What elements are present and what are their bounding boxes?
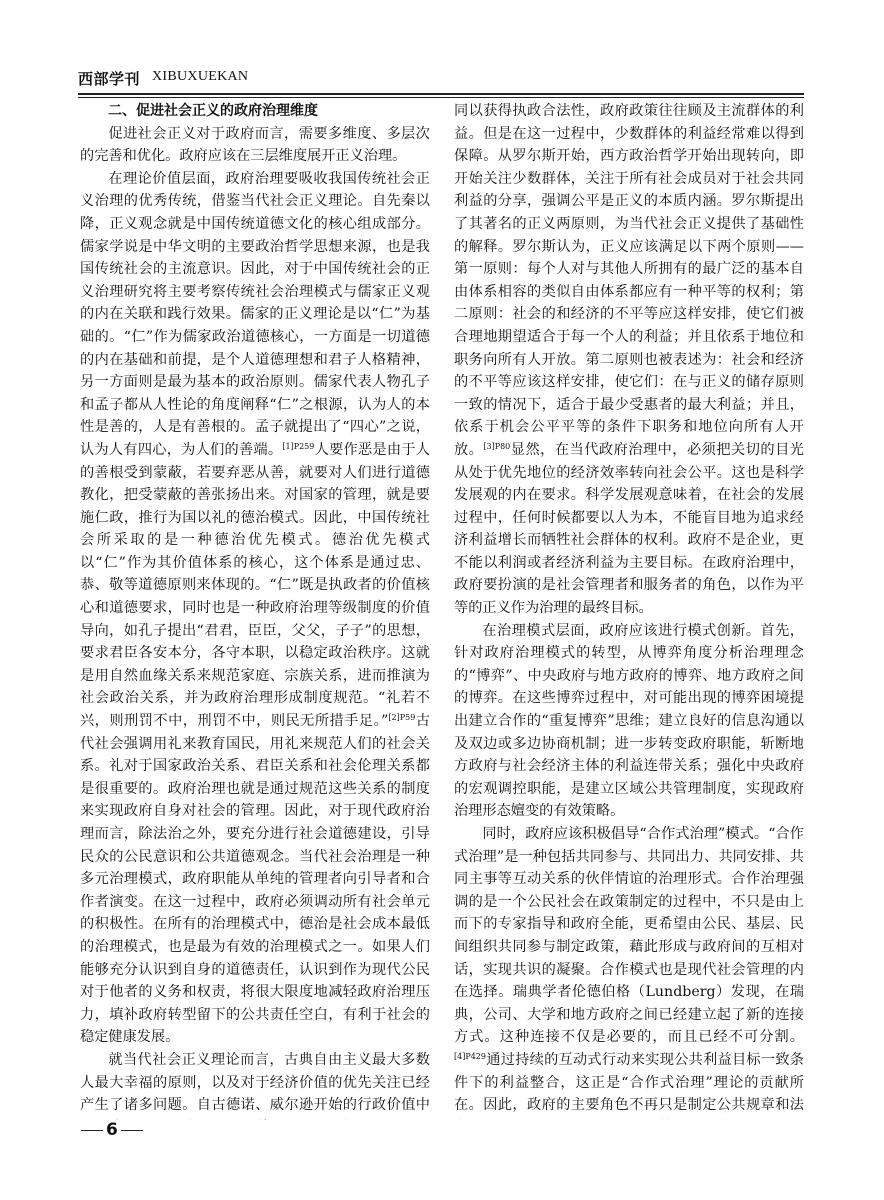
- paragraph-text: 人要作恶是由于人的善根受到蒙蔽，若要弃恶从善，就要对人们进行道德教化，把受蒙蔽的善张扬出来。对国家的管理，就是要施仁政，推行为国以礼的德治模式。因此，中国传统社会所采取的是一种德治优先模式。德治优先模式以“仁”作为其价值体系的核心，这个体系是通过忠、恭、敬等道德原则来体现的。“仁”既是执政者的价值核心和道德要求，同时也是一种政府治理等级制度的价值导向，如孔子提出“君君，臣臣，父父，子子”的思想，要求君臣各安本分，各守本职，以稳定政治秩序。这就是用自然血缘关系来规范家庭、宗族关系，进而推演为社会政治关系，并为政府治理形成制度规范。“礼若不兴，则刑罚不中，刑罚不中，则民无所措手足。”: [80, 441, 430, 730]
- paragraph: [80, 1049, 430, 1120]
- journal-pinyin: XIBUXUEKAN: [152, 69, 249, 84]
- paragraph-text: 同时，政府应该积极倡导“合作式治理”模式。“合作式治理”是一种包括共同参与、共同出力、共同安排、共同主事等互动关系的伙伴情谊的治理形式。合作治理强调的是一个公民社会在政策制定的过程中，不只是由上而下的专家指导和政府全能，更希望由公民、基层、民间组织共同参与制定政策，藉此形成与政府间的互相对话，实现共识的凝聚。合作模式也是现代社会管理的内在选择。瑞典学者伦德伯格（Lundberg）发现，在瑞典，公司、大学和地方政府之间已经建立起了新的连接方式。这种连接不仅是必要的，而且已经不可分割。: [454, 826, 804, 1046]
- running-header: [78, 68, 804, 90]
- paragraph-text: 显然，在当代政府治理中，必须把关切的目光从处于优先地位的经济效率转向社会公平。这也是科学发展观的内在要求。科学发展观意味着，在社会的发展过程中，任何时候都要以人为本，不能盲目地为追求经济利益增长而牺牲社会群体的权利。政府不是企业，更不能以利润或者经济利益为主要目标。在政府治理中，政府要扮演的是社会管理者和服务者的角色，以作为平等的正义作为治理的最终目标。: [454, 441, 804, 617]
- header-rule-thin: [78, 97, 804, 98]
- left-column: [80, 100, 430, 1120]
- citation-ref: [3]P80: [483, 441, 511, 451]
- paragraph-text: 在理论价值层面，政府治理要吸收我国传统社会正义治理的优秀传统，借鉴当代社会正义理论。自先秦以降，正义观念就是中国传统道德文化的核心组成部分。儒家学说是中华文明的主要政治哲学思想来源，也是我国传统社会的主流意识。因此，对于中国传统社会的正义治理研究将主要考察传统社会治理模式与儒家正义观的内在关联和践行效果。儒家的正义理论是以“仁”为基础的。“仁”作为儒家政治道德核心，一方面是一切道德的内在基础和前提，是个人道德理想和君子人格精神，另一方面则是最为基本的政治原则。儒家代表人物孔子和孟子都从人性论的角度阐释“仁”之根源，认为人的本性是善的，人是有善根的。孟子就提出了“四心”之说，认为人有四心，为人们的善端。: [80, 170, 430, 458]
- page-footer: [78, 1120, 198, 1144]
- journal-name: 西部学刊: [78, 70, 141, 88]
- citation-ref: [2]P59: [388, 713, 416, 723]
- paragraph: [454, 823, 804, 1120]
- citation-ref: [1]P259: [282, 441, 315, 451]
- paragraph-text: 就当代社会正义理论而言，古典自由主义最大多数人最大幸福的原则，以及对于经济价值的优先关注已经产生了诸多问题。自古德诺、威尔逊开始的行政价值中: [80, 1051, 430, 1114]
- paragraph: [80, 168, 430, 1049]
- footer-dash-right: [121, 1130, 143, 1131]
- citation-ref: [4]P429: [454, 1051, 486, 1061]
- paragraph-text: 通过持续的互动式行动来实现公共利益目标一致条件下的利益整合，这正是“合作式治理”理论的贡献所在。因此，政府的主要角色不再只是制定公共规章和法: [454, 1051, 804, 1114]
- right-column: [454, 100, 804, 1120]
- paragraph-text: 促进社会正义对于政府而言，需要多维度、多层次的完善和优化。政府应该在三层维度展开正义治理。: [80, 125, 430, 165]
- paragraph: [454, 620, 804, 823]
- section-title: 二、促进社会正义的政府治理维度: [108, 103, 318, 119]
- paragraph: [454, 100, 804, 620]
- header-rule: [78, 93, 804, 95]
- paragraph: [80, 123, 430, 168]
- footer-dash-left: [81, 1130, 103, 1131]
- paragraph-text: 在治理模式层面，政府应该进行模式创新。首先，针对政府治理模式的转型，从博弈角度分析治理理念的“博弈”、中央政府与地方政府的博弈、地方政府之间的博弈。在这些博弈过程中，对可能出现的博弈困境提出建立合作的“重复博弈”思维；建立良好的信息沟通以及双边或多边协商机制；进一步转变政府职能，斩断地方政府与社会经济主体的利益连带关系；强化中央政府的宏观调控职能，是建立区域公共管理制度，实现政府治理形态嬗变的有效策略。: [454, 622, 804, 820]
- paragraph-text: 同以获得执政合法性，政府政策往往顾及主流群体的利益。但是在这一过程中，少数群体的利益经常难以得到保障。从罗尔斯开始，西方政治哲学开始出现转向，即开始关注少数群体，关注于所有社会成员对于社会共同利益的分享，强调公平是正义的本质内涵。罗尔斯提出了其著名的正义两原则，为当代社会正义提供了基础性的解释。罗尔斯认为，正义应该满足以下两个原则——第一原则：每个人对与其他人所拥有的最广泛的基本自由体系相容的类似自由体系都应有一种平等的权利；第二原则：社会的和经济的不平等应这样安排，使它们被合理地期望适合于每一个人的利益；并且依系于地位和职务向所有人开放。第二原则也被表述为：社会和经济的不平等应该这样安排，使它们：在与正义的储存原则一致的情况下，适合于最少受惠者的最大利益；并且，依系于机会公平平等的条件下职务和地位向所有人开放。: [454, 103, 804, 458]
- page-number: 6: [106, 1120, 118, 1140]
- paragraph-text: 古代社会强调用礼来教育国民，用礼来规范人们的社会关系。礼对于国家政治关系、君臣关系和社会伦理关系都是很重要的。政府治理也就是通过规范这些关系的制度来实现政府自身对社会的管理。因此，对于现代政府治理而言，除法治之外，要充分进行社会道德建设，引导民众的公民意识和公共道德观念。当代社会治理是一种多元治理模式，政府职能从单纯的管理者向引导者和合作者演变。在这一过程中，政府必须调动所有社会单元的积极性。在所有的治理模式中，德治是社会成本最低的治理模式，也是最为有效的治理模式之一。如果人们能够充分认识到自身的道德责任，认识到作为现代公民对于他者的义务和权责，将很大限度地减轻政府治理压力，填补政府转型留下的公共责任空白，有利于社会的稳定健康发展。: [80, 713, 430, 1046]
